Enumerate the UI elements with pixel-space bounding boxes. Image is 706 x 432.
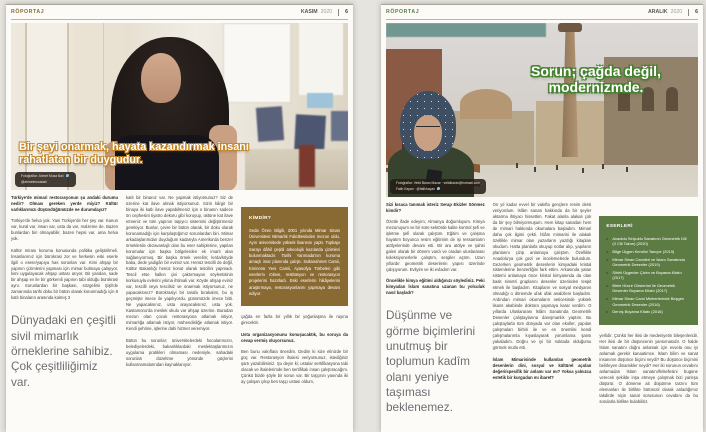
interview-answer: katlı bir binanız var. Ne yapmak istiyorsunuz? Siz de üzerine kat ilave almak istiyorsunuz. Sizin kârgir bir binaya iki katlı ilave yapabilmeniz için o binanın sadece ön cephesini tiyatro dekoru gibi koruyup, üstüne kat ilave etmeniz ve tüm yapının taşıyıcı sistemini değiştirmeniz gerekiyor. Bunlar, çevre bir bütün olarak, bir doku olarak korunamadığı için karşılaştığımız sorunlardan biri. Mimar arkadaşlarımdan duyduğum kadarıyla Amerika'da benzer örneklerde dezavantajlı olan bu eser sahiplerine, yapılan korumalar için başka bölgelerden ek imarlı alan sağlanıyormuş. Bir başka örnek verelim; kırda/köyde baba, dede yadigârı bir evimiz var. Henüz tescilli de değil, Kültür Bakanlığı henüz konut olarak tescilini yapmadı. Tescil etse halkın çivi çaktırmayan söylentisinin korkusuyla evlerini yıkma ihtimali var. Köyde ahşap eviniz var, tescilli veya tescilsiz ve onarmak istiyorsunuz, ne yapacaksınız? Bürokrasiyi bir tarafa bırakalım, bu iş geçmişte imece ile yapılıyordu, günümüzde imece bitti. Ne yapacaksınız, usta arayacaksınız, usta yok. Kastamonu'da meslek okulu var ahşap üzerine. Buradan mezun olan çocuk restorasyona atlamak istiyor, mimarlığa atlamak istiyor, mühendisliğe atlamak istiyor. Kendi şehrine, işlerine dahi hizmet veremiyor. xyxy=(126,195,233,331)
woman-face xyxy=(141,53,181,103)
monitor-screen xyxy=(307,93,333,108)
photo-credit xyxy=(390,179,486,194)
photo-quote-overlay: Bir şeyi onarmak, hayata kazandırmak insanı rahatlatan bir duygudur. xyxy=(19,141,249,166)
interview-question: Öncelikle kimya eğitimi aldığınızı söylediniz. Peki kimyadan İslam sanatına uzanan bu yolculuk nasıl başladı? xyxy=(386,278,485,296)
bio-box-title: KİMDİR? xyxy=(249,216,272,221)
office-window xyxy=(223,23,291,103)
monitor xyxy=(331,111,348,141)
interview-answer: Ben bunu vakıflara önerdim. Dedim ki size elinizde bir güç var. Restorasyon ihalesi veriyorsunuz, istediğiniz şartı yazabilirsiniz. Şu deyin ki; ustalar sertifikasyona tabi olacak ve ihalelerimde ben sertifikalı insan çalıştıracağım. Çünkü bizde şöyle bir sorun var. Bir taşçının yanında iki ay çalışan çıkıp ben taşçı ustası oldum, xyxy=(241,349,348,384)
column-1 xyxy=(386,202,485,432)
bio-box-text: Seda Özen Bilgili, 2001 yılında Mimar Sinan Üniversitesi Mimarlık Fakültesinden mezun oldu. Aynı üniversitede yüksek lisansını yaptı. Topkapı Sarayı dâhil çeşitli arkeolojik kazılarda çizimleri bulunmaktadır. Tarihi Yarımada'nın koruma amaçlı imar planında çalıştı. Sultanahmet Camii, Eminönü Yeni Camii, Ayasofya Türbeleri gibi eserlerin rölöve, restitüsyon ve restorasyon projelerini hazırladı. Eski eserlerin hikâyelerini araştırmaya, restorasyonlarını yapmaya devam ediyor. xyxy=(249,227,340,296)
interview-question: Usta organizasyonunu konuşacaktık, bu soruya da cevap vermiş oluyorsunuz. xyxy=(241,332,348,344)
column-3 xyxy=(241,195,348,432)
photo-credit-line: Fatih Kayan · @fatihkayan xyxy=(396,187,480,192)
column-2 xyxy=(126,195,233,432)
interview-question: Sizi kısaca tanımak isteriz Serap Ekizler Sönmez kimdir? xyxy=(386,202,485,213)
pull-quote: Düşünme ve görme biçimlerini unutmuş bir toplumun kadîm olanı yeniye taşıması beklenemez. xyxy=(386,308,476,415)
year-label: 2020 xyxy=(320,9,333,15)
teal-strip xyxy=(386,23,546,37)
section-label: RÖPORTAJ xyxy=(386,9,420,15)
header-divider xyxy=(338,9,339,16)
works-list xyxy=(606,236,691,315)
column-1 xyxy=(11,195,118,432)
work-item: ▸ Mimar Sinan Camileri ve İslam Sanatında Geometrik Desenler (2019) xyxy=(606,257,691,268)
work-item: ▸ Anadolu Selçuklu Sanatının Geometrik Dili (3 Cilt Takım) (2020) xyxy=(606,236,691,247)
interview-answer: Kültür mirası koruma konusunda politika geliştirilmeli. İnsanlarımız için bürokrasi zor ve herkesin eski eserle ilgili o esere/yapıya has sorunları var. Kimi ahşap bir yapının çizimlerini yapması için mimar bulmaya çalışıyor, kimi uygulayacak ahşap ustası arıyor. Bir yandan, sade bir ahşap ev ile bir görkemli yapının tabi olduğu bürokrasi aynı. Sorunlardan bir başkası, sözgelimi Şişli'de zamanında tarihi doku bir bütün olarak korunmadığı için 8 katlı binaların arasında kalmış 3 xyxy=(11,247,118,301)
work-item: ▸ Sihirli Üçgenler Çizim ve Boyama Kitabı (2017) xyxy=(606,270,691,281)
pedestrian xyxy=(582,168,584,173)
red-chair xyxy=(299,145,315,187)
photo-credit-line: Fotoğraflar: Ahmet Musa Balı xyxy=(21,174,70,179)
interview-question: Türkiye'de mimari restorasyonun şu andaki durumu nedir? Olması gereken yerde miyiz? Kültür varlıklarımızı düşündüğümüzde ne durumdayız? xyxy=(11,195,118,212)
section-label: RÖPORTAJ xyxy=(11,9,45,15)
pedestrian xyxy=(556,165,558,170)
interview-photo-office xyxy=(11,23,348,190)
work-item: ▸ Derviş Boyama Kitabı (2016) xyxy=(606,309,691,314)
interview-photo-city xyxy=(386,23,698,197)
month-label: ARALIK xyxy=(647,9,668,15)
works-box-title: ESERLERİ xyxy=(606,224,633,229)
interview-answer: yerlidir. Çünkü her ikisi de medeniyetin bileşenleridir. Her ikisi de bir düşüncenin yansımasıdır. O halde İslam sanatını doğru anlamak için evvela onu iyi anlamak gerekir kanaatimce. İslam bilim ve sanat insanının düşünce biçimi neydi? Bu düşünce biçimini belirleyen dinamikler neydi? Her iki sorunun cevabını anlamadan İslam sanatını/felsefesini bugüne verecek şekilde inşa etmeye çalışmak bizi yanlışa düşürür. O döneme ait düşünme tarzını tüm elemanları ile birlikte bütüncül olarak anladığımız takdirde niçin sanat sorusunun cevabını da bu sorularla birlikte bulabiliriz. xyxy=(599,333,698,404)
magazine-page-right xyxy=(381,4,703,432)
month-label: KASIM xyxy=(300,9,318,15)
photo-credit-line: Fotoğraflar: Velid Baran Macar · velidbaran@hotmail.com xyxy=(396,181,480,186)
interview-answer: On yıl kadar evvel bir vakıfta gençlere resim dersi veriyordum. İslâm sanatı hakkında da bir şeyler aktarma ihtiyacı hissettim. Fakat alanla alakalı çok da bir şey bilmiyormuşum. Hem kitap sanatları hem de mimari hakkında okumalara başladım. Mimari daha çok ilgimi çekti. İslâm mimarisi ile alakalı özellikle mimar olan yazarların yazdığı kitapları okudum. Hatta planlarla okuyup notlar alıp, yapıların planlarını çizip anlamaya çalıştım. Özellikle Anadolu'ya çok gezi ve incelemelerde bulundum. Gezerken geometrik desenlerin kimyadaki kristal sistemlerine benzerliğini fark ettim. Arkasında yatan sistemi anlamaya önce kristal kimyasında da olan basit simetri gruplarını desenler üzerinden tespit etmek ile başladım. Kitapların ve sosyal medyanın olmadığı o dönemde ufak ufak analizlere başladım. Ardından mimari okumaların neticesinde yüksek lisans akabinde doktora yapmaya karar verdim. O yıllarda Uluslararası İslâm Sanatında Geometrik Desenler çalıştaylarına danışmanlık yaptım. Bu çalıştaylarla tüm dünyada var olan ekoller, yapılan çalışmaları birbiri ile ve en önemlisi kendi çalışmalarımla kıyaslayarak yorumlama şansı yakaladım. Doğru ve iyi bir noktada olduğumu görmek mutlu etti. xyxy=(492,202,592,350)
glasses xyxy=(416,126,440,133)
column-2 xyxy=(493,202,592,432)
page-header xyxy=(11,9,348,20)
photo-credit xyxy=(15,172,76,187)
pedestrian xyxy=(534,167,536,172)
monitor xyxy=(256,106,284,142)
office-window xyxy=(299,23,343,95)
minaret-cap xyxy=(558,23,582,32)
pedestrian xyxy=(602,164,604,169)
column-3 xyxy=(599,202,698,432)
article-columns xyxy=(386,202,698,432)
header-right xyxy=(648,9,698,16)
works-box xyxy=(599,216,698,325)
magazine-page-left xyxy=(6,4,353,432)
pull-quote: Dünyadaki en çeşitli sivil mimarlık örneklerine sahibiz. Çok çeşitliliğimiz var. xyxy=(11,313,116,389)
page-header xyxy=(386,9,698,20)
twitter-icon xyxy=(437,187,440,190)
photo-credit-line: @ahmetmusabali xyxy=(21,179,47,184)
work-item: ▸ Mimar Sinan Cami Minberlerinde Beşgen Geometrik Desenler (2016) xyxy=(606,296,691,307)
work-item: ▸ Birim Hücre Gösterimi ile Geometrik Desenler Boyama Kitabı (2017) xyxy=(606,283,691,294)
pedestrian xyxy=(626,167,628,172)
interview-answer: Türkiye'de helva yok. Yani Türkiye'de her şey var. Kanun var, kural var, insan var, usta da var, malzeme de. Bazen bunlardan biri olmayabilir, bazen hepsi var, ama helva yok. xyxy=(11,217,118,241)
photo-title-overlay: Sorun; çağda değil, modernizmde. xyxy=(531,63,661,96)
woman-face xyxy=(414,115,442,151)
bio-box xyxy=(241,207,348,306)
work-item: ▸ Bilge Üçgen Kendini Tanıyor (2019) xyxy=(606,249,691,254)
page-number: 6 xyxy=(695,9,698,15)
interview-answer: Bütün bu sorunlar; üniversitelerdeki hocalarımızın, belediyelerdeki, bakanlıklardaki meslektaşlarımızın uygulama pratikleri olmaması nedeniyle, sahadaki sorunları düzeltme yönünde güçlerini kullanmamalarından kaynaklanıyor. xyxy=(126,337,233,367)
interview-answer: Özetle ifade edeyim; Almanya doğumluyum. Kimya mezunuyum ve bir süre sektörde kalite kontrol şefi ve işletme şefi olarak çalıştım. Eğitim ve çalışma hayatım boyunca resim eğitimim de işi ressamların atölyelerinde devam etti. Bir ara atölye ve şahsi galeri olarak bir dönem vardı ve oradan uluslararası koleksiyonerlerle çalıştım, sergiler açtım. Uzun yıllardır geometrik desenlerin yapısı üzerinde çalışıyorum. Evliyim ve iki evladım var. xyxy=(386,218,485,272)
page-number: 6 xyxy=(345,9,348,15)
pedestrian xyxy=(516,163,518,168)
header-right xyxy=(301,9,348,16)
year-label: 2020 xyxy=(670,9,683,15)
twitter-icon xyxy=(66,174,69,177)
header-divider xyxy=(688,9,689,16)
interview-answer: çağda en fazla bir yıllık bir yoğunlaşma ile rayına girecektir. xyxy=(241,314,348,326)
interview-question: İslam Mimarisinde kullanılan geometrik desenlerin dini, sosyal ve kültürel açıdan değeri/spesifik bir anlamı var mı? Yoksa yalnızca estetik bir kurgudan mı ibaret? xyxy=(492,356,592,380)
article-columns xyxy=(11,195,348,432)
